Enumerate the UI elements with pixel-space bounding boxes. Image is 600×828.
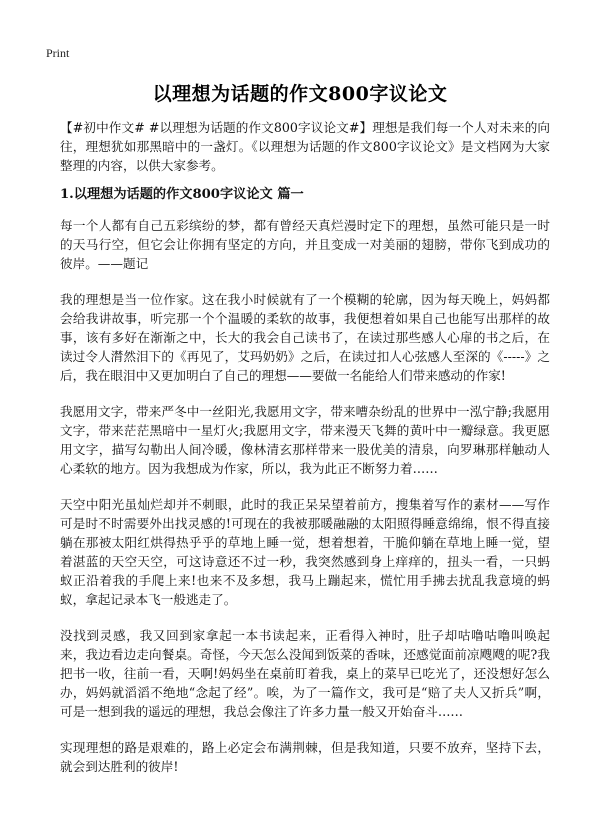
section-heading: 1.以理想为话题的作文800字议论文 篇一 [60, 187, 304, 202]
body-paragraph: 天空中阳光虽灿烂却并不刺眼，此时的我正呆呆望着前方，搜集着写作的素材——写作可是时不时需要外出找灵感的!可现在的我被那暖融融的太阳照得睡意绵绵，恨不得直接躺在那被太阳红烘得热乎乎的草地上睡一觉，想着想着，干脆仰躺在草地上睡一觉，望着湛蓝的天空天空，可这诗意还不过一秒，我突然感到身上痒痒的，扭头一看，一只蚂蚁正沿着我的手爬上来!也来不及多想，我马上蹦起来，慌忙用手拂去扰乱我意境的蚂蚁，拿起记录本飞一般逃走了。 [60, 497, 550, 607]
document-title: 以理想为话题的作文800字议论文 [152, 83, 448, 105]
body-paragraph: 每一个人都有自己五彩缤纷的梦，都有曾经天真烂漫时定下的理想，虽然可能只是一时的天马行空，但它会让你拥有坚定的方向，并且变成一对美丽的翅膀，带你飞到成功的彼岸。——题记 [60, 218, 550, 271]
body-paragraph: 实现理想的路是艰难的，路上必定会布满荆棘，但是我知道，只要不放弃，坚持下去，就会到达胜利的彼岸! [60, 740, 550, 774]
body-paragraph: 我愿用文字，带来严冬中一丝阳光,我愿用文字，带来嘈杂纷乱的世界中一泓宁静;我愿用文字，带来茫茫黑暗中一星灯火;我愿用文字，带来漫天飞舞的黄叶中一瓣绿意。我更愿用文字，描写勾勒出人间冷暖，像林清玄那样带来一股优美的清泉，向罗琳那样触动人心柔软的地方。因为我想成为作家，所以，我为此正不断努力着…… [60, 404, 550, 476]
print-label: Print [46, 46, 70, 60]
body-paragraph: 我的理想是当一位作家。这在我小时候就有了一个模糊的轮廓，因为每天晚上，妈妈都会给我讲故事，听完那一个个温暖的柔软的故事，我便想着如果自己也能写出那样的故事，该有多好在渐渐之中，长大的我会自己读书了，在读过那些感人心扉的书之后，在读过令人潸然泪下的《再见了，艾玛奶奶》之后，在读过扣人心弦感人至深的《-----》之后，我在眼泪中又更加明白了自己的理想——要做一名能给人们带来感动的作家! [60, 292, 550, 383]
document-body [60, 118, 550, 793]
intro-paragraph: 【#初中作文# #以理想为话题的作文800字议论文#】理想是我们每一个人对未来的向往，理想犹如那黑暗中的一盏灯。《以理想为话题的作文800字议论文》是文档网为大家整理的内容，以供大家参考。 [60, 120, 550, 173]
body-paragraph: 没找到灵感，我又回到家拿起一本书读起来，正看得入神时，肚子却咕噜咕噜叫唤起来，我边看边走向餐桌。奇怪，今天怎么没闻到饭菜的香味，还感觉面前凉飕飕的呢?我把书一收，往前一看，天啊!妈妈坐在桌前盯着我，桌上的菜早已吃光了，还没想好怎么办，妈妈就滔滔不绝地“念起了经”。唉，为了一篇作文，我可是“赔了夫人又折兵”啊，可是一想到我的遥远的理想，我总会像注了许多力量一般又开始奋斗…… [60, 628, 550, 719]
